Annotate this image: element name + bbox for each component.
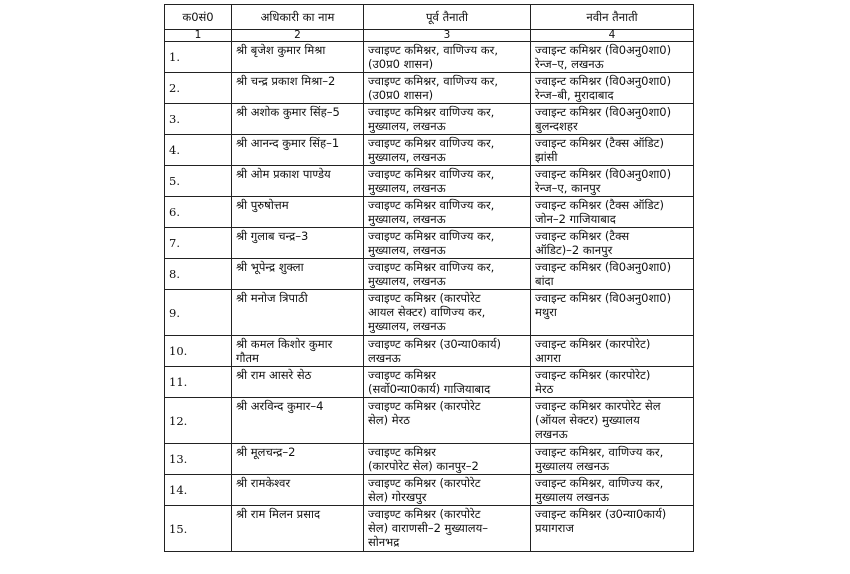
table-header [165,5,694,30]
new-posting: ज्वाइन्ट कमिश्नर, वाणिज्य कर, मुख्यालय लखनऊ [531,475,694,506]
officer-name: श्री पुरुषोत्तम [232,197,364,228]
header-sno: क0सं0 [165,5,232,30]
new-posting: ज्वाइन्ट कमिश्नर (वि0अनु0शा0) बांदा [531,259,694,290]
table-row [165,290,694,336]
table-row [165,475,694,506]
new-posting: ज्वाइन्ट कमिश्नर (वि0अनु0शा0) रेन्ज–बी, मुरादाबाद [531,73,694,104]
column-number-row [165,30,694,42]
officer-name: श्री आनन्द कुमार सिंह–1 [232,135,364,166]
table-row [165,135,694,166]
table-row [165,166,694,197]
header-new-posting: नवीन तैनाती [531,5,694,30]
previous-posting: ज्वाइण्ट कमिश्नर वाणिज्य कर, मुख्यालय, लखनऊ [364,135,531,166]
row-serial-number: 3. [165,104,232,135]
officer-name: श्री गुलाब चन्द्र–3 [232,228,364,259]
table-row [165,367,694,398]
new-posting: ज्वाइन्ट कमिश्नर (कारपोरेट) मेरठ [531,367,694,398]
new-posting: ज्वाइन्ट कमिश्नर (टैक्स ऑडिट)–2 कानपुर [531,228,694,259]
table-row [165,444,694,475]
row-serial-number: 2. [165,73,232,104]
row-serial-number: 6. [165,197,232,228]
officer-name: श्री राम मिलन प्रसाद [232,506,364,552]
table-row [165,336,694,367]
table-row [165,506,694,552]
officer-name: श्री भूपेन्द्र शुक्ला [232,259,364,290]
row-serial-number: 15. [165,506,232,552]
row-serial-number: 7. [165,228,232,259]
column-number: 4 [531,30,694,42]
officer-name: श्री राम आसरे सेठ [232,367,364,398]
table-row [165,73,694,104]
previous-posting: ज्वाइण्ट कमिश्नर (कारपोरेट सेल) मेरठ [364,398,531,444]
new-posting: ज्वाइन्ट कमिश्नर (टैक्स ऑडिट) झांसी [531,135,694,166]
row-serial-number: 1. [165,42,232,73]
row-serial-number: 11. [165,367,232,398]
row-serial-number: 12. [165,398,232,444]
officer-name: श्री चन्द्र प्रकाश मिश्रा–2 [232,73,364,104]
table-row [165,228,694,259]
column-number: 2 [232,30,364,42]
previous-posting: ज्वाइण्ट कमिश्नर (कारपोरेट आयल सेक्टर) वाणिज्य कर, मुख्यालय, लखनऊ [364,290,531,336]
previous-posting: ज्वाइण्ट कमिश्नर वाणिज्य कर, मुख्यालय, लखनऊ [364,197,531,228]
officer-name: श्री अरविन्द कुमार–4 [232,398,364,444]
previous-posting: ज्वाइण्ट कमिश्नर (सर्वो0न्या0कार्य) गाजियाबाद [364,367,531,398]
row-serial-number: 5. [165,166,232,197]
row-serial-number: 8. [165,259,232,290]
new-posting: ज्वाइन्ट कमिश्नर (उ0न्या0कार्य) प्रयागराज [531,506,694,552]
column-number: 1 [165,30,232,42]
new-posting: ज्वाइन्ट कमिश्नर (टैक्स ऑडिट) जोन–2 गाजियाबाद [531,197,694,228]
row-serial-number: 9. [165,290,232,336]
row-serial-number: 4. [165,135,232,166]
row-serial-number: 14. [165,475,232,506]
officer-name: श्री मूलचन्द्र–2 [232,444,364,475]
officer-name: श्री रामकेश्वर [232,475,364,506]
header-officer-name: अधिकारी का नाम [232,5,364,30]
row-serial-number: 10. [165,336,232,367]
previous-posting: ज्वाइण्ट कमिश्नर (कारपोरेट सेल) वाराणसी–2 मुख्यालय– सोनभद्र [364,506,531,552]
postings-table [164,4,694,552]
previous-posting: ज्वाइण्ट कमिश्नर, वाणिज्य कर, (उ0प्र0 शासन) [364,42,531,73]
new-posting: ज्वाइन्ट कमिश्नर (वि0अनु0शा0) रेन्ज–ए, कानपुर [531,166,694,197]
previous-posting: ज्वाइण्ट कमिश्नर वाणिज्य कर, मुख्यालय, लखनऊ [364,259,531,290]
previous-posting: ज्वाइण्ट कमिश्नर (कारपोरेट सेल) कानपुर–2 [364,444,531,475]
table-row [165,259,694,290]
previous-posting: ज्वाइण्ट कमिश्नर वाणिज्य कर, मुख्यालय, लखनऊ [364,104,531,135]
table-row [165,197,694,228]
new-posting: ज्वाइन्ट कमिश्नर, वाणिज्य कर, मुख्यालय लखनऊ [531,444,694,475]
officer-name: श्री कमल किशोर कुमार गौतम [232,336,364,367]
row-serial-number: 13. [165,444,232,475]
previous-posting: ज्वाइण्ट कमिश्नर, वाणिज्य कर, (उ0प्र0 शासन) [364,73,531,104]
table-row [165,398,694,444]
previous-posting: ज्वाइण्ट कमिश्नर वाणिज्य कर, मुख्यालय, लखनऊ [364,166,531,197]
previous-posting: ज्वाइण्ट कमिश्नर (कारपोरेट सेल) गोरखपुर [364,475,531,506]
new-posting: ज्वाइन्ट कमिश्नर (वि0अनु0शा0) मथुरा [531,290,694,336]
previous-posting: ज्वाइण्ट कमिश्नर वाणिज्य कर, मुख्यालय, लखनऊ [364,228,531,259]
officer-name: श्री बृजेश कुमार मिश्रा [232,42,364,73]
officer-name: श्री ओम प्रकाश पाण्डेय [232,166,364,197]
header-previous-posting: पूर्व तैनाती [364,5,531,30]
new-posting: ज्वाइन्ट कमिश्नर (वि0अनु0शा0) रेन्ज–ए, लखनऊ [531,42,694,73]
table-row [165,42,694,73]
new-posting: ज्वाइन्ट कमिश्नर (वि0अनु0शा0) बुलन्दशहर [531,104,694,135]
table-row [165,104,694,135]
new-posting: ज्वाइन्ट कमिश्नर (कारपोरेट) आगरा [531,336,694,367]
new-posting: ज्वाइन्ट कमिश्नर कारपोरेट सेल (ऑयल सेक्टर) मुख्यालय लखनऊ [531,398,694,444]
officer-name: श्री मनोज त्रिपाठी [232,290,364,336]
column-number: 3 [364,30,531,42]
previous-posting: ज्वाइण्ट कमिश्नर (उ0न्या0कार्य) लखनऊ [364,336,531,367]
table-body [165,30,694,552]
officer-name: श्री अशोक कुमार सिंह–5 [232,104,364,135]
